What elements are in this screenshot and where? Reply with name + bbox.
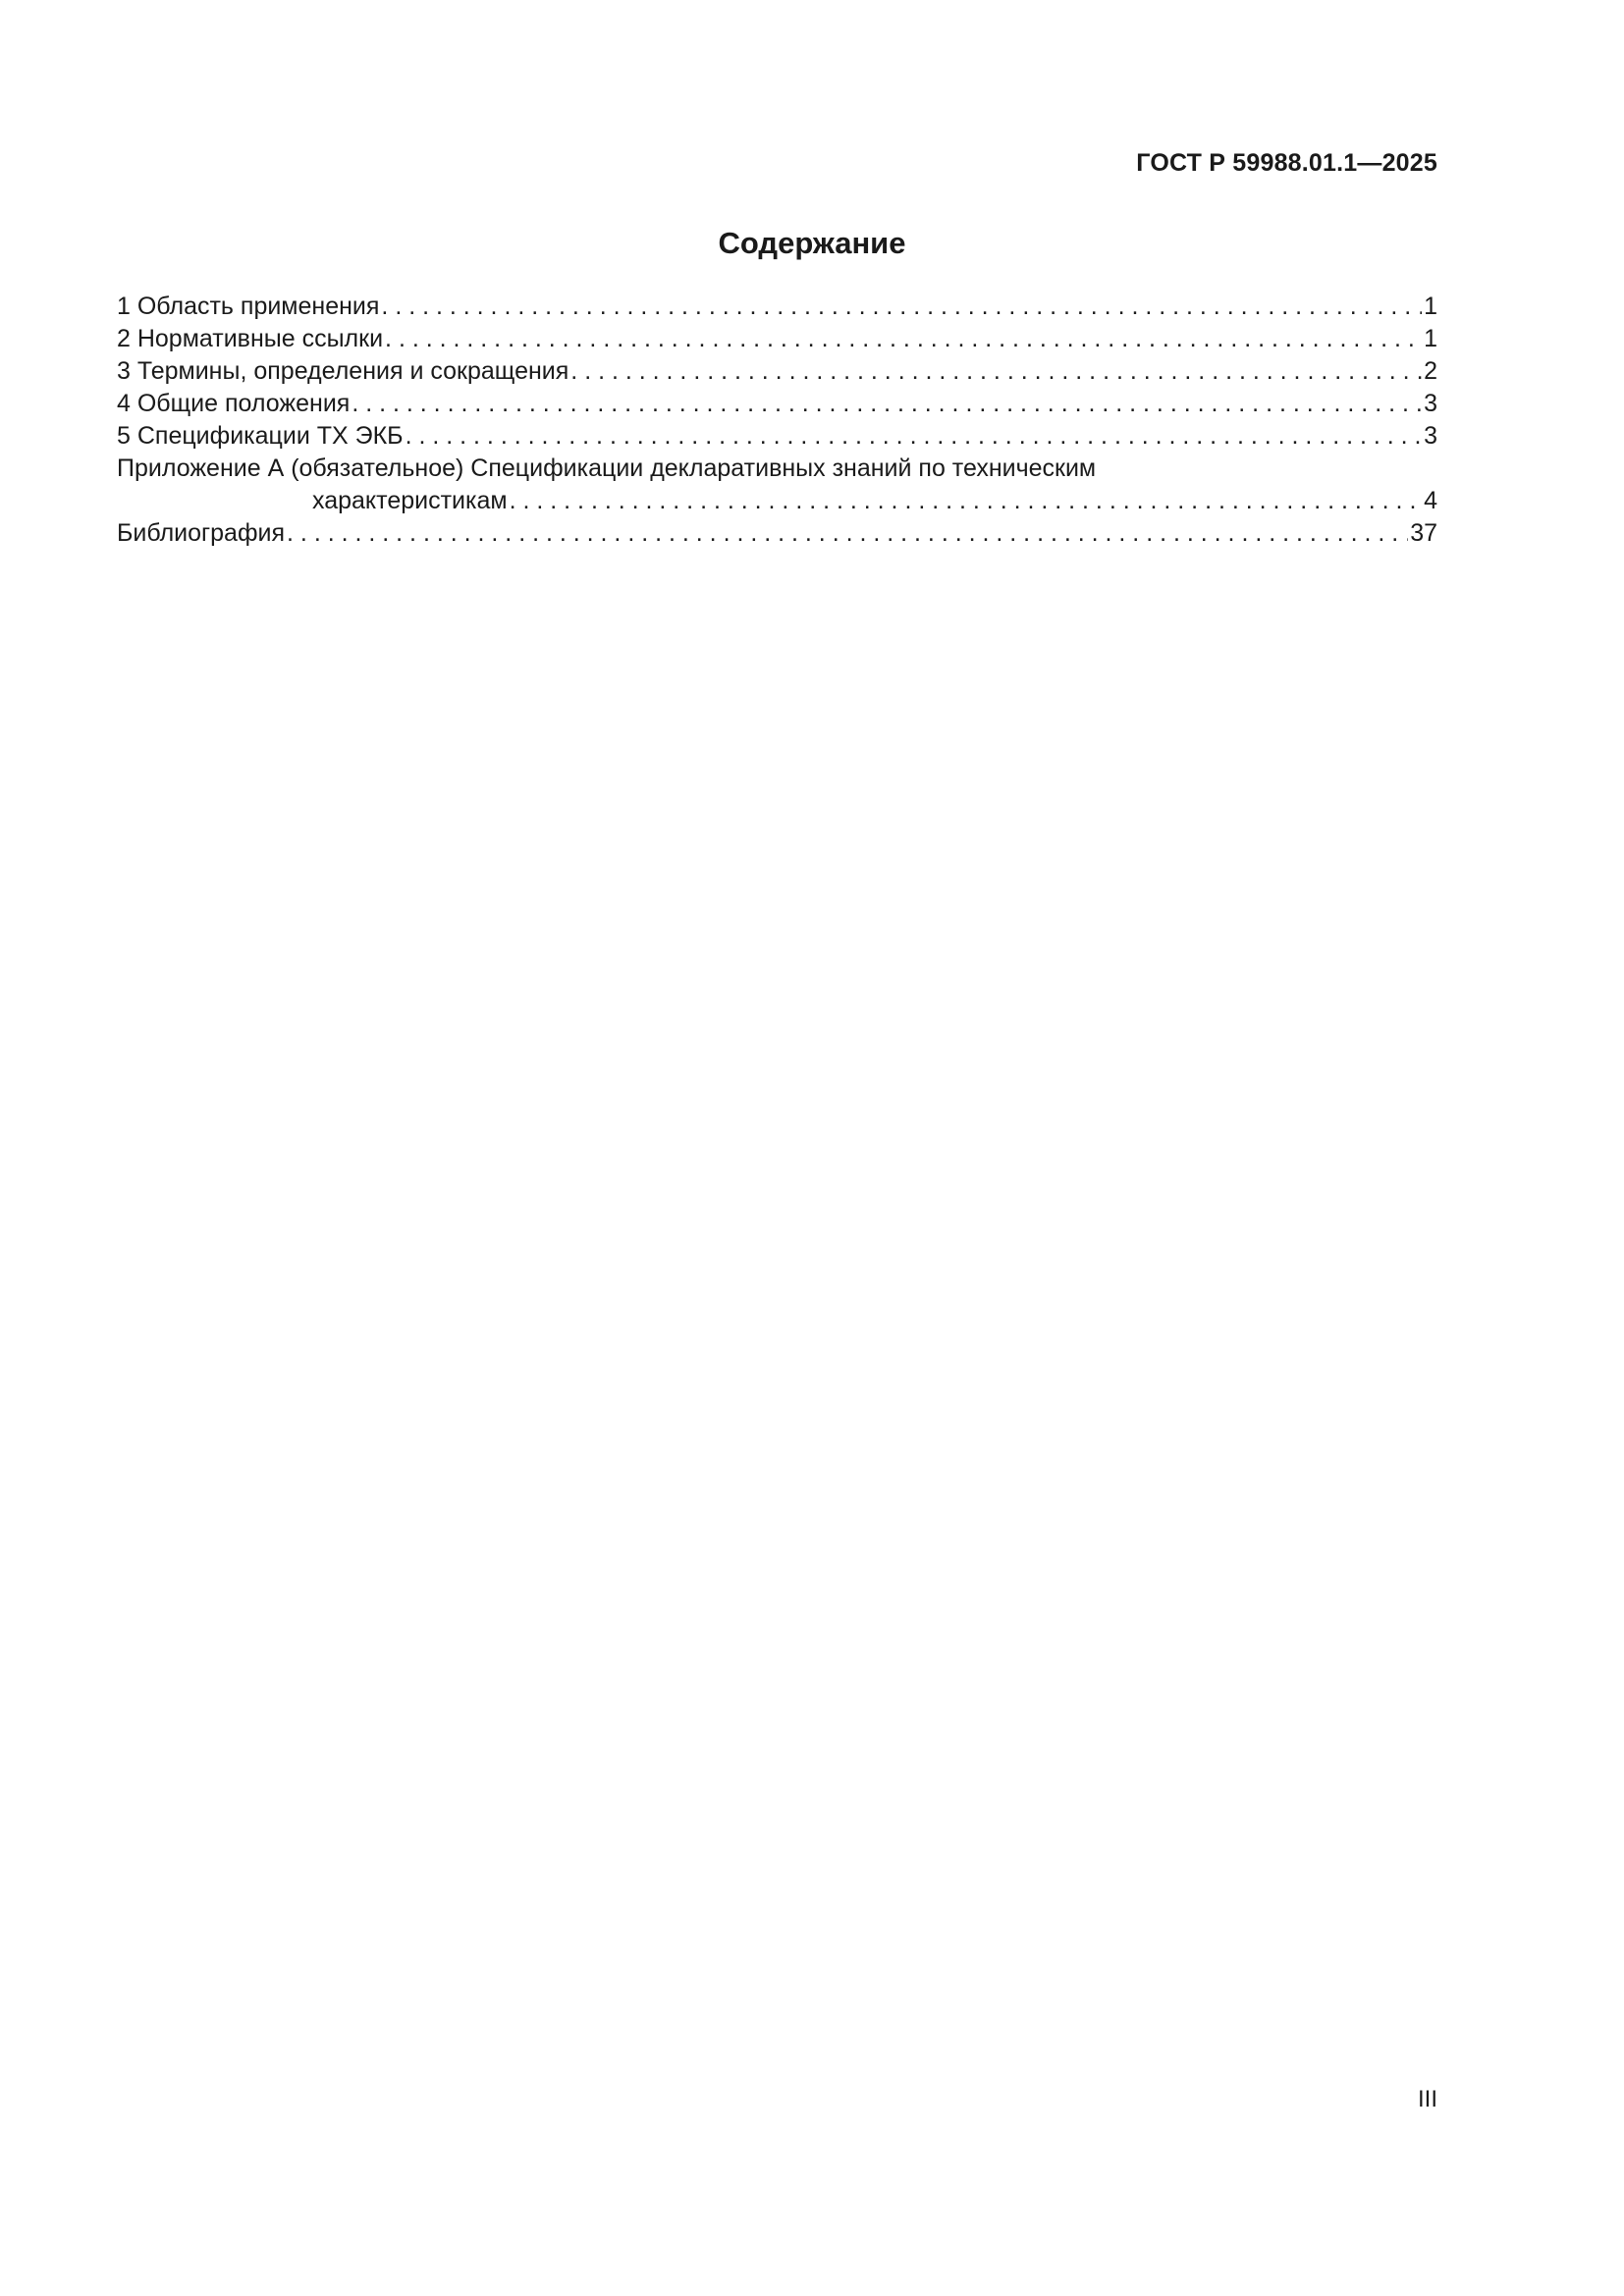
toc-entry-page: 37 <box>1410 519 1437 547</box>
toc-entry-bibliography[interactable] <box>117 517 1437 550</box>
toc-entry-label: 2 Нормативные ссылки <box>117 325 384 352</box>
toc-entry-label: 5 Спецификации ТХ ЭКБ <box>117 422 404 450</box>
toc-entry-appendix-a[interactable] <box>117 453 1437 517</box>
toc-entry-scope[interactable] <box>117 291 1437 323</box>
toc-title: Содержание <box>718 226 906 260</box>
toc-entry-label: 3 Термины, определения и сокращения <box>117 357 569 385</box>
toc-entry-label: 1 Область применения <box>117 293 380 320</box>
toc-leader-dots <box>510 485 1423 517</box>
toc-entry-page: 1 <box>1424 325 1437 352</box>
toc-entry-label: 4 Общие положения <box>117 390 351 417</box>
toc-leader-dots <box>406 420 1423 453</box>
toc-entry-page: 3 <box>1424 390 1437 417</box>
document-code: ГОСТ Р 59988.01.1—2025 <box>1136 149 1437 177</box>
toc-entry-page: 4 <box>1424 487 1437 514</box>
page-number: III <box>1417 2086 1437 2112</box>
toc-leader-dots <box>287 517 1408 550</box>
toc-entry-label: Приложение А (обязательное) Спецификации декларативных знаний по техническим <box>117 454 1097 482</box>
toc-entry-general[interactable] <box>117 388 1437 420</box>
toc-leader-dots <box>385 323 1422 355</box>
toc-entry-page: 3 <box>1424 422 1437 450</box>
toc-entry-specifications[interactable] <box>117 420 1437 453</box>
toc-leader-dots <box>570 355 1422 388</box>
toc-entry-page: 2 <box>1424 357 1437 385</box>
table-of-contents <box>117 291 1437 550</box>
toc-entry-label: Библиография <box>117 519 286 547</box>
toc-entry-label-continued: характеристикам <box>312 487 508 514</box>
toc-leader-dots <box>352 388 1422 420</box>
toc-entry-normative-references[interactable] <box>117 323 1437 355</box>
toc-leader-dots <box>381 291 1422 323</box>
toc-entry-terms[interactable] <box>117 355 1437 388</box>
toc-entry-page: 1 <box>1424 293 1437 320</box>
